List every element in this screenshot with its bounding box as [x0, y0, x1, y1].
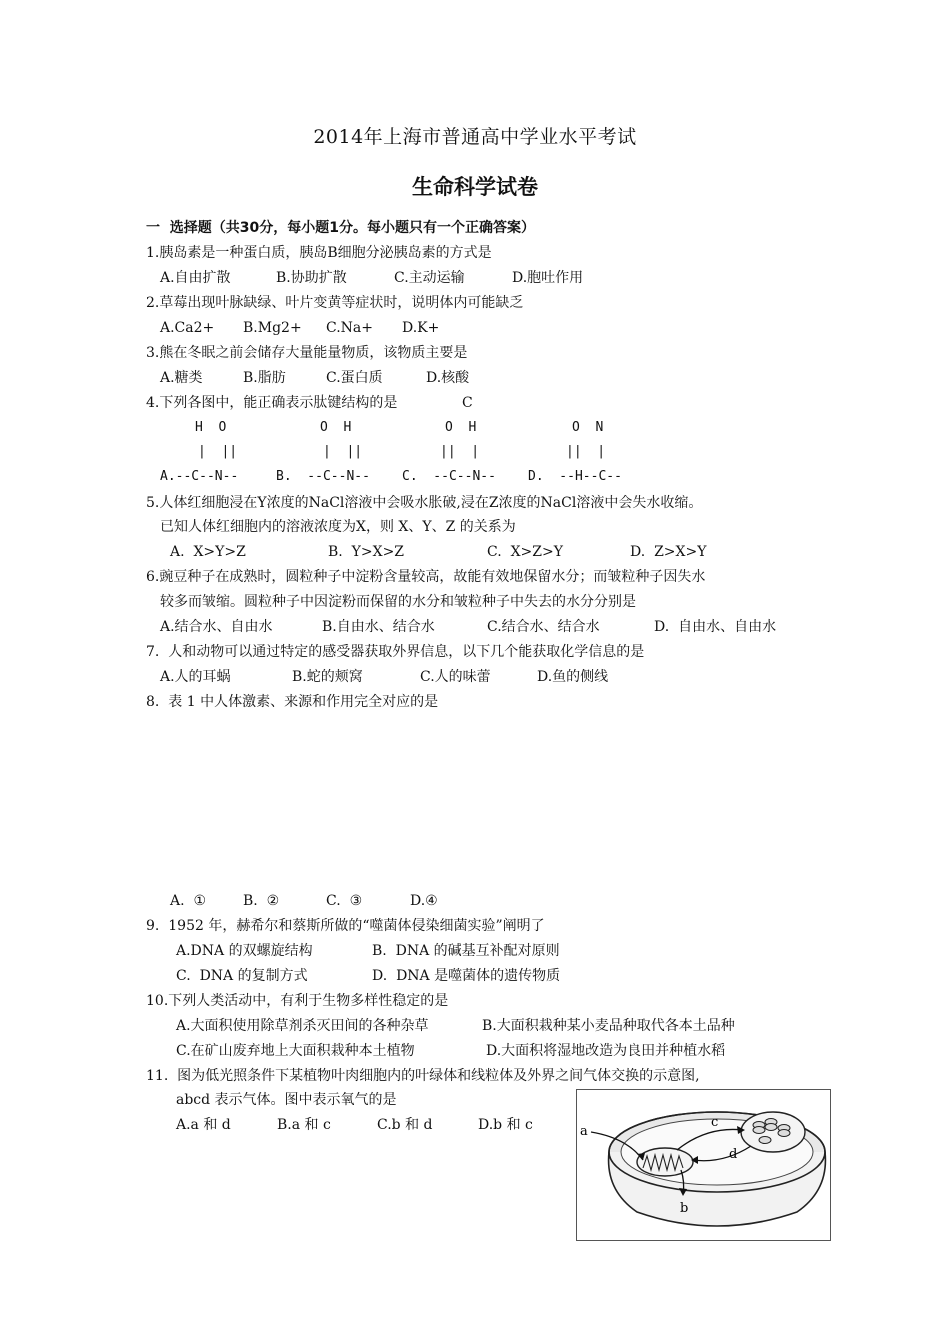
q3-option-d: D.核酸 [426, 370, 470, 386]
q5-option-d: D. Z>X>Y [630, 544, 707, 560]
cell-diagram-svg [577, 1090, 830, 1240]
q11-stem-line1: 11. 图为低光照条件下某植物叶肉细胞内的叶绿体和线粒体及外界之间气体交换的示意图, [146, 1068, 700, 1084]
q9-stem: 9. 1952 年，赫希尔和蔡斯所做的“噬菌体侵染细菌实验”阐明了 [146, 918, 545, 934]
q11-option-b: B.a 和 c [277, 1117, 331, 1133]
q4-b-top-atoms: O H [320, 420, 352, 435]
q7-option-d: D.鱼的侧线 [537, 669, 609, 685]
q1-option-d: D.胞吐作用 [512, 270, 584, 286]
section-heading: 一 选择题（共30分，每小题1分。每小题只有一个正确答案） [146, 220, 535, 236]
q4-c-bonds: || | [440, 444, 480, 459]
q1-option-a: A.自由扩散 [160, 270, 231, 286]
q11-option-c: C.b 和 d [377, 1117, 433, 1133]
q6-option-d: D. 自由水、自由水 [654, 619, 777, 635]
q8-stem: 8. 表 1 中人体激素、来源和作用完全对应的是 [146, 694, 439, 710]
q9-option-d: D. DNA 是噬菌体的遗传物质 [372, 968, 561, 984]
q2-option-c: C.Na+ [326, 320, 373, 336]
q4-option-d: D. --H--C-- [528, 469, 622, 484]
q5-option-a: A. X>Y>Z [170, 544, 246, 560]
q4-d-top-atoms: O N [572, 420, 604, 435]
label-a: a [580, 1124, 588, 1139]
label-d: d [729, 1147, 738, 1162]
q5-option-c: C. X>Z>Y [487, 544, 563, 560]
q1-option-c: C.主动运输 [394, 270, 465, 286]
q6-stem-line1: 6.豌豆种子在成熟时，圆粒种子中淀粉含量较高，故能有效地保留水分；而皱粒种子因失水 [146, 569, 706, 585]
q10-option-c: C.在矿山废弃地上大面积栽种本土植物 [176, 1043, 415, 1059]
q7-option-c: C.人的味蕾 [420, 669, 491, 685]
q4-c-top-atoms: O H [445, 420, 477, 435]
q8-option-d: D.④ [410, 893, 438, 909]
q1-stem: 1.胰岛素是一种蛋白质，胰岛B细胞分泌胰岛素的方式是 [146, 245, 492, 261]
q11-stem-line2: abcd 表示气体。图中表示氧气的是 [176, 1092, 397, 1108]
q5-stem-line1: 5.人体红细胞浸在Y浓度的NaCl溶液中会吸水胀破,浸在Z浓度的NaCl溶液中会失水收缩。 [146, 495, 703, 511]
q9-option-b: B. DNA 的碱基互补配对原则 [372, 943, 560, 959]
q10-option-d: D.大面积将湿地改造为良田并种植水稻 [486, 1043, 726, 1059]
q2-option-a: A.Ca2+ [160, 320, 215, 336]
q6-option-a: A.结合水、自由水 [160, 619, 273, 635]
q11-option-a: A.a 和 d [176, 1117, 231, 1133]
q8-option-a: A. ① [170, 893, 207, 909]
label-c: c [711, 1115, 719, 1130]
q3-option-b: B.脂肪 [243, 370, 286, 386]
q2-stem: 2.草莓出现叶脉缺绿、叶片变黄等症状时，说明体内可能缺乏 [146, 295, 524, 311]
q4-answer: C [462, 395, 473, 411]
q10-option-a: A.大面积使用除草剂杀灭田间的各种杂草 [176, 1018, 429, 1034]
q6-stem-line2: 较多而皱缩。圆粒种子中因淀粉而保留的水分和皱粒种子中失去的水分分别是 [160, 594, 636, 610]
q9-option-c: C. DNA 的复制方式 [176, 968, 308, 984]
q11-option-d: D.b 和 c [478, 1117, 533, 1133]
q7-option-a: A.人的耳蜗 [160, 669, 231, 685]
q3-stem: 3.熊在冬眠之前会储存大量能量物质，该物质主要是 [146, 345, 468, 361]
q4-option-a: A.--C--N-- [160, 469, 239, 484]
q4-d-bonds: || | [566, 444, 606, 459]
q9-option-a: A.DNA 的双螺旋结构 [176, 943, 313, 959]
q7-stem: 7. 人和动物可以通过特定的感受器获取外界信息，以下几个能获取化学信息的是 [146, 644, 645, 660]
q4-b-bonds: | || [323, 444, 363, 459]
q10-option-b: B.大面积栽种某小麦品种取代各本土品种 [482, 1018, 735, 1034]
q2-option-d: D.K+ [402, 320, 440, 336]
cell-gas-exchange-figure [576, 1089, 831, 1241]
q3-option-c: C.蛋白质 [326, 370, 383, 386]
q3-option-a: A.糖类 [160, 370, 203, 386]
label-b: b [680, 1201, 689, 1216]
q4-stem: 4.下列各图中，能正确表示肽键结构的是 [146, 395, 398, 411]
q5-option-b: B. Y>X>Z [328, 544, 405, 560]
q1-option-b: B.协助扩散 [276, 270, 347, 286]
q4-option-c: C. --C--N-- [402, 469, 496, 484]
q5-stem-line2: 已知人体红细胞内的溶液浓度为X，则 X、Y、Z 的关系为 [160, 519, 516, 535]
q7-option-b: B.蛇的颊窝 [292, 669, 363, 685]
q10-stem: 10.下列人类活动中，有利于生物多样性稳定的是 [146, 993, 449, 1009]
q8-option-c: C. ③ [326, 893, 363, 909]
q4-option-b: B. --C--N-- [276, 469, 370, 484]
exam-subtitle: 生命科学试卷 [412, 175, 538, 199]
q6-option-c: C.结合水、结合水 [487, 619, 600, 635]
q6-option-b: B.自由水、结合水 [322, 619, 435, 635]
q2-option-b: B.Mg2+ [243, 320, 302, 336]
exam-title: 2014年上海市普通高中学业水平考试 [313, 126, 637, 148]
q4-a-bonds: | || [198, 444, 238, 459]
q8-option-b: B. ② [243, 893, 280, 909]
q4-a-top-atoms: H O [195, 420, 227, 435]
